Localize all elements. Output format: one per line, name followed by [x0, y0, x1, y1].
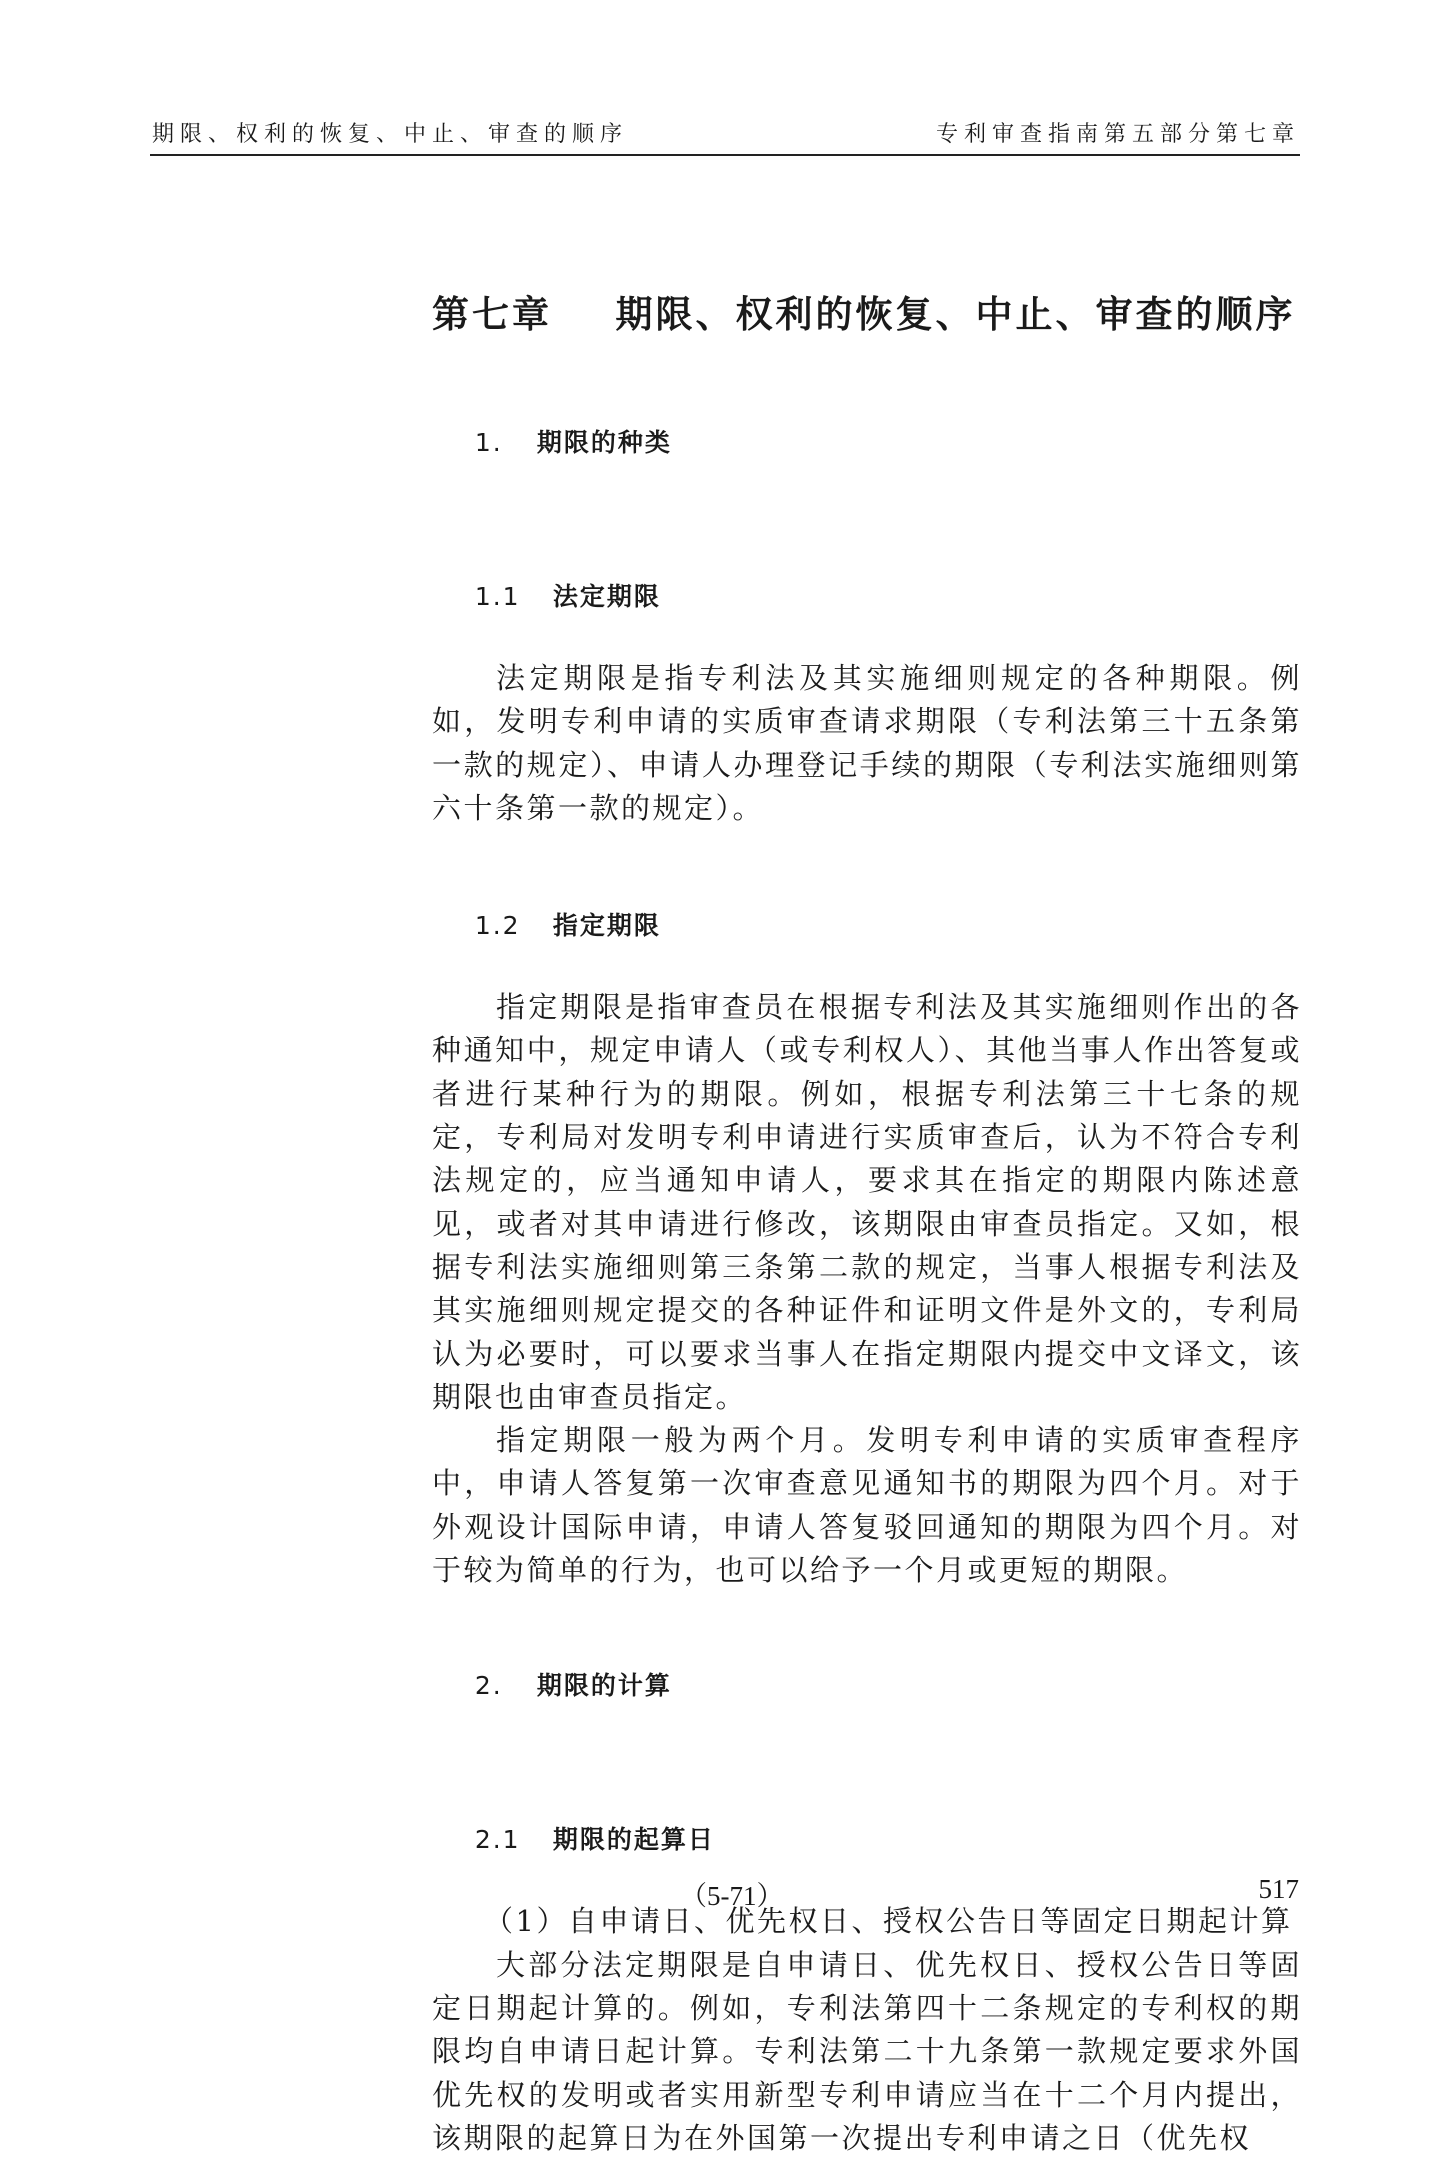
paragraph: （1）自申请日、优先权日、授权公告日等固定日期起计算 [484, 1904, 1293, 1939]
section-title: 法定期限 [552, 582, 661, 611]
footer-page-number: 517 [1258, 1874, 1299, 1904]
section-heading-1-2 [432, 866, 1302, 986]
section-title: 期限的计算 [536, 1671, 672, 1701]
section-title: 期限的种类 [536, 428, 672, 457]
section-number: 2.1 [474, 1825, 521, 1855]
paragraph: 法定期限是指专利法及其实施细则规定的各种期限。例如，发明专利申请的实质审查请求期限（专利法第三十五条第一款的规定）、申请人办理登记手续的期限（专利法实施细则第六十条第一款的规定）。 [432, 661, 1302, 825]
running-header-left: 期限、权利的恢复、中止、审查的顺序 [152, 122, 629, 147]
section-heading-2 [432, 1626, 1302, 1746]
section-number: 1.1 [474, 582, 521, 611]
footer-page-code: （5-71） [680, 1881, 784, 1911]
section-title: 指定期限 [552, 911, 661, 941]
paragraph: 指定期限是指审查员在根据专利法及其实施细则作出的各种通知中，规定申请人（或专利权人）、其他当事人作出答复或者进行某种行为的期限。例如，根据专利法第三十七条的规定，专利局对发明专利申请进行实质审查后，认为不符合专利法规定的，应当通知申请人，要求其在指定的期限内陈述意见，或者对其申请进行修改，该期限由审查员指定。又如，根据专利法实施细则第三条第二款的规定，当事人根据专利法及其实施细则规定提交的各种证件和证明文件是外文的，专利局认为必要时，可以要求当事人在指定期限内提交中文译文，该期限也由审查员指定。 [432, 990, 1302, 1414]
section-heading-2-1 [432, 1780, 1302, 1900]
section-heading-1-1 [432, 537, 1302, 657]
chapter-title: 第七章 期限、权利的恢复、中止、审查的顺序 [432, 293, 1296, 336]
section-number: 1.2 [474, 911, 521, 941]
section-number: 2. [474, 1671, 503, 1701]
running-header [150, 118, 1300, 156]
page-content [432, 285, 1302, 2160]
running-header-right: 专利审查指南第五部分第七章 [935, 122, 1300, 147]
section-title: 期限的起算日 [552, 1825, 715, 1855]
section-number: 1. [474, 428, 503, 457]
paragraph: 大部分法定期限是自申请日、优先权日、授权公告日等固定日期起计算的。例如，专利法第四十二条规定的专利权的期限均自申请日起计算。专利法第二十九条第一款规定要求外国优先权的发明或者实用新型专利申请应当在十二个月内提出，该期限的起算日为在外国第一次提出专利申请之日（优先权 [432, 1947, 1302, 2155]
section-heading-1 [432, 383, 1302, 503]
paragraph: 指定期限一般为两个月。发明专利申请的实质审查程序中，申请人答复第一次审查意见通知书的期限为四个月。对于外观设计国际申请，申请人答复驳回通知的期限为四个月。对于较为简单的行为，也可以给予一个月或更短的期限。 [432, 1423, 1302, 1588]
